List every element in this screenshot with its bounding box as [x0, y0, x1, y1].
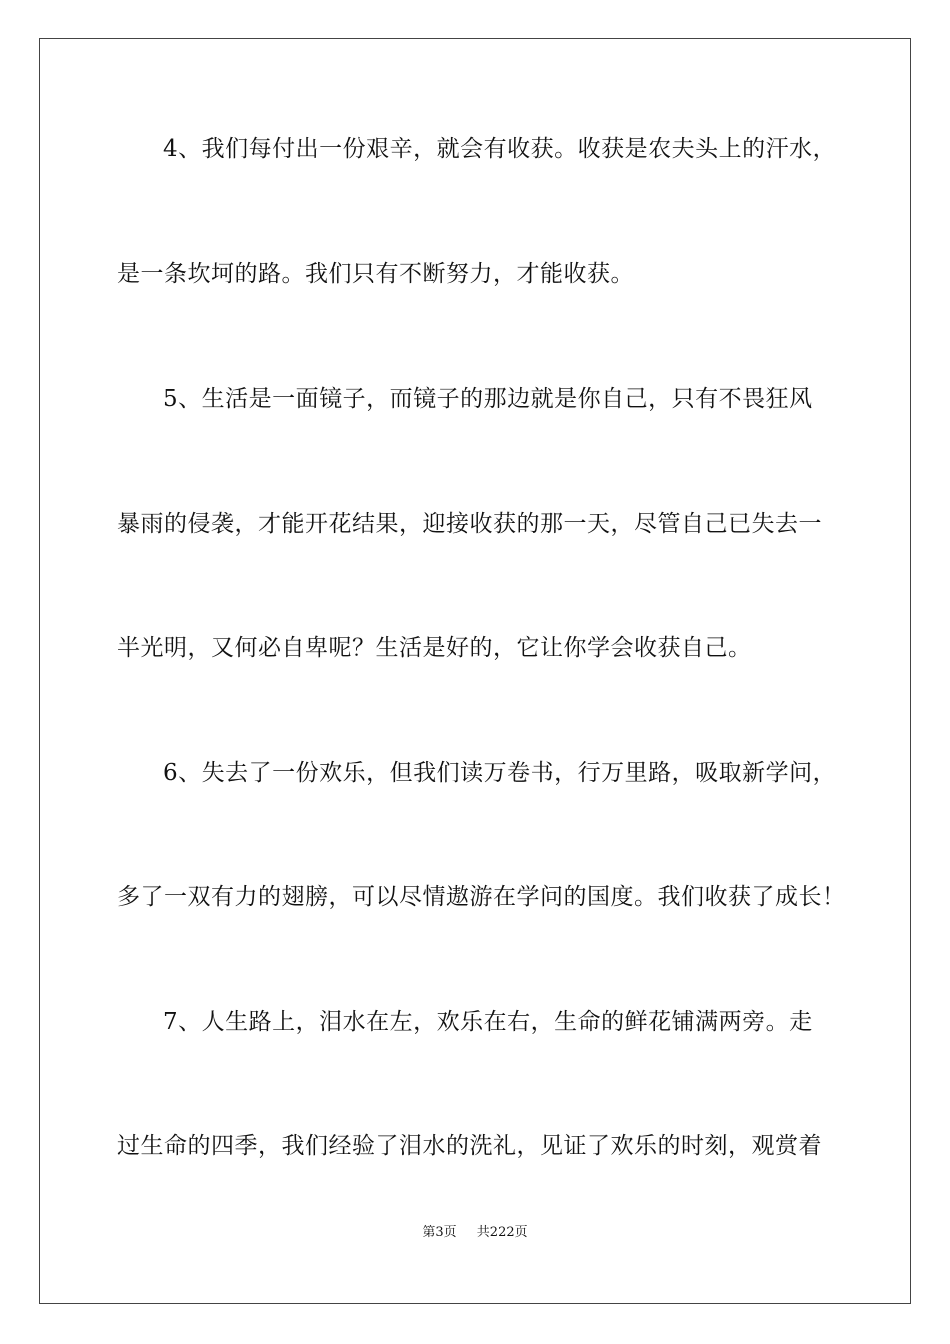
total-pages: 共222页 — [476, 1225, 528, 1240]
text-line: 7、人生路上，泪水在左，欢乐在右，生命的鲜花铺满两旁。走 — [163, 1009, 813, 1035]
text-line: 是一条坎坷的路。我们只有不断努力，才能收获。 — [117, 261, 634, 287]
text-line: 半光明，又何必自卑呢？生活是好的，它让你学会收获自己。 — [117, 635, 752, 661]
text-line: 4、我们每付出一份艰辛，就会有收获。收获是农夫头上的汗水， — [163, 136, 837, 162]
page-footer — [0, 1221, 950, 1240]
page-border — [39, 38, 911, 1304]
text-line: 暴雨的侵袭，才能开花结果，迎接收获的那一天，尽管自己已失去一 — [117, 511, 822, 537]
text-line: 6、失去了一份欢乐，但我们读万卷书，行万里路，吸取新学问， — [163, 760, 837, 786]
text-line: 多了一双有力的翅膀，可以尽情遨游在学问的国度。我们收获了成长！ — [117, 884, 846, 910]
text-line: 过生命的四季，我们经验了泪水的洗礼，见证了欢乐的时刻，观赏着 — [117, 1133, 822, 1159]
page-number: 第3页 — [422, 1225, 457, 1240]
text-line: 5、生活是一面镜子，而镜子的那边就是你自己，只有不畏狂风 — [163, 386, 813, 412]
